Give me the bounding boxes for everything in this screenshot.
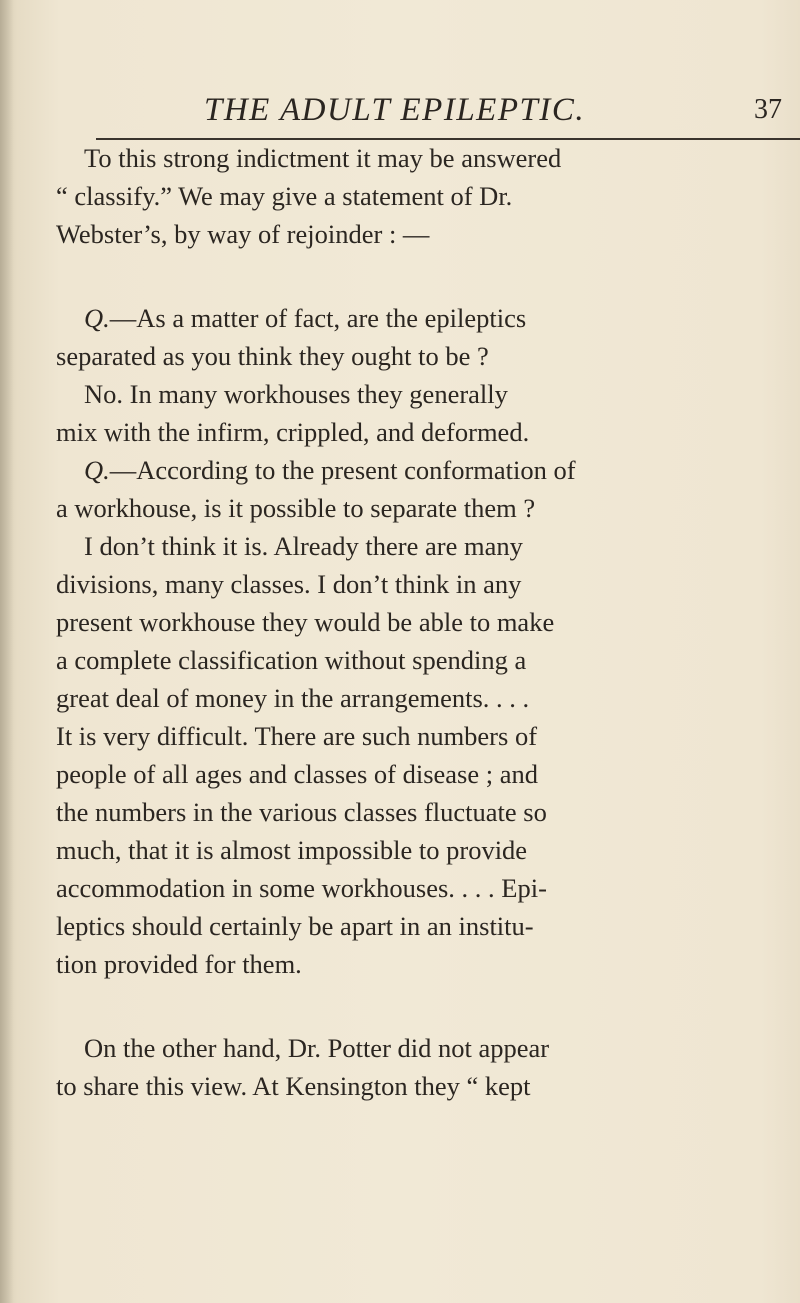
text-line: No. In many workhouses they generally — [84, 379, 508, 409]
question-marker: Q. — [84, 455, 110, 485]
page-header — [96, 86, 796, 138]
text-line: “ classify.” We may give a statement of Dr. — [56, 181, 513, 211]
running-title: THE ADULT EPILEPTIC. — [204, 92, 586, 128]
text-line: leptics should certainly be apart in an institu- — [56, 911, 534, 941]
text-line: separated as you think they ought to be ? — [56, 341, 489, 371]
text-line: Q.—According to the present conformation of — [84, 455, 576, 485]
gutter-shadow — [0, 0, 14, 1303]
text-line: Q.—As a matter of fact, are the epileptics — [84, 303, 527, 333]
text-line: to share this view. At Kensington they “ kept — [56, 1071, 531, 1101]
text-line: Webster’s, by way of rejoinder : — — [56, 219, 430, 249]
text-line: people of all ages and classes of disease ; and — [56, 759, 538, 789]
text-line: divisions, many classes. I don’t think in any — [56, 569, 522, 599]
text-line: accommodation in some workhouses. . . . Epi- — [56, 873, 547, 903]
text-line: a workhouse, is it possible to separate them ? — [56, 493, 536, 523]
question-marker: Q. — [84, 303, 110, 333]
text-line: the numbers in the various classes fluctuate so — [56, 797, 547, 827]
text-line: On the other hand, Dr. Potter did not appear — [84, 1033, 550, 1063]
text-line: tion provided for them. — [56, 949, 302, 979]
text-line: a complete classification without spending a — [56, 645, 527, 675]
text-line: much, that it is almost impossible to provide — [56, 835, 528, 865]
page-number: 37 — [754, 94, 782, 125]
text-line: great deal of money in the arrangements. . . . — [56, 683, 530, 713]
text-line: It is very difficult. There are such numbers of — [56, 721, 538, 751]
text-line: To this strong indictment it may be answered — [84, 143, 562, 173]
text-line: present workhouse they would be able to make — [56, 607, 555, 637]
text-line: I don’t think it is. Already there are many — [84, 531, 523, 561]
text-line: mix with the infirm, crippled, and deformed. — [56, 417, 530, 447]
